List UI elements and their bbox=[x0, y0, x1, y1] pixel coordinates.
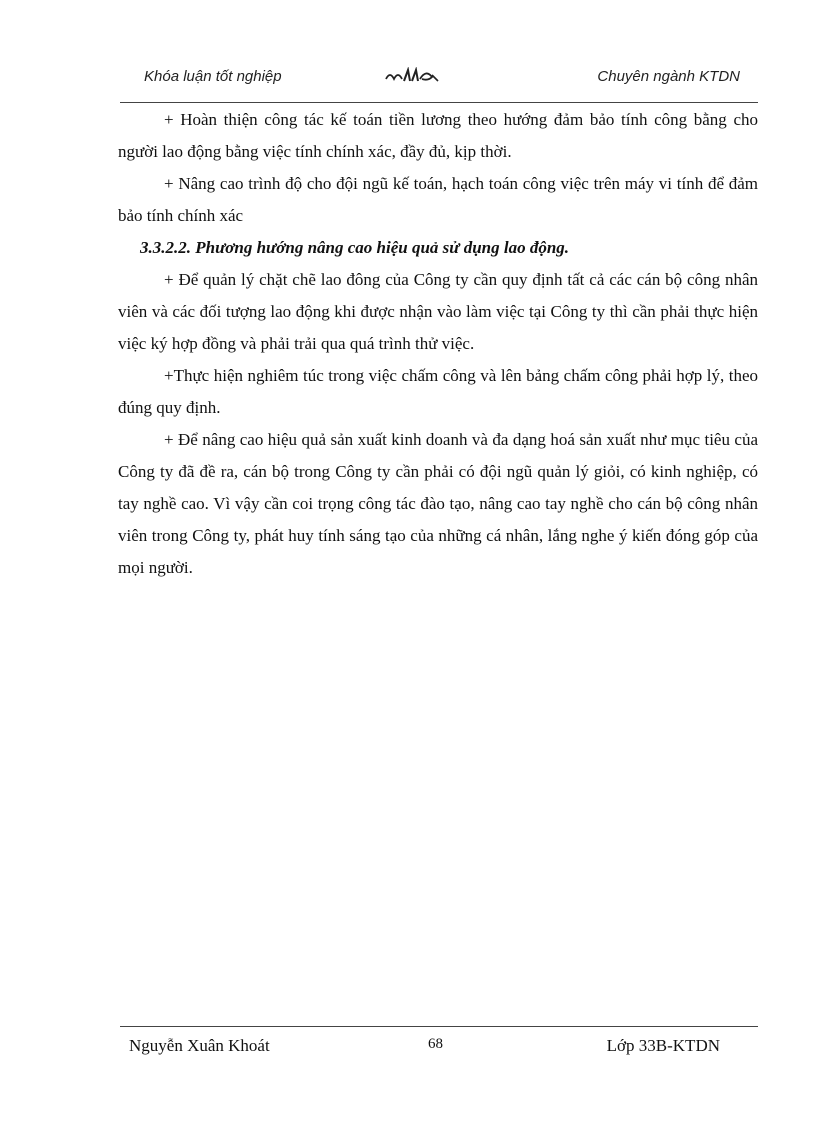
paragraph: +Thực hiện nghiêm túc trong việc chấm công và lên bảng chấm công phải hợp lý, theo đúng quy định. bbox=[118, 366, 758, 417]
footer-class: Lớp 33B-KTDN bbox=[606, 1036, 720, 1055]
paragraph: + Để nâng cao hiệu quả sản xuất kinh doanh và đa dạng hoá sản xuất như mục tiêu của Công ty đã đề ra, cán bộ trong Công ty cần phải có đội ngũ quản lý giỏi, có kinh nghiệp, có tay nghề cao. Vì vậy cần coi trọng công tác đào tạo, nâng cao tay nghề cho cán bộ công nhân viên trong Công ty, phát huy tính sáng tạo của những cá nhân, lắng nghe ý kiến đóng góp của mọi người. bbox=[118, 430, 758, 577]
page-footer bbox=[120, 1034, 758, 1060]
paragraph: + Nâng cao trình độ cho đội ngũ kế toán, hạch toán công việc trên máy vi tính để đảm bảo tính chính xác bbox=[118, 174, 758, 225]
paragraph: + Hoàn thiện công tác kế toán tiền lương theo hướng đảm bảo tính công bằng cho người lao động bằng việc tính chính xác, đầy đủ, kịp thời. bbox=[118, 110, 758, 161]
document-body bbox=[118, 104, 758, 584]
paragraph: + Để quản lý chặt chẽ lao đông của Công ty cần quy định tất cả các cán bộ công nhân viên và các đối tượng lao động khi được nhận vào làm việc tại Công ty thì cần phải thực hiện việc ký hợp đồng và phải trải qua quá trình thử việc. bbox=[118, 270, 758, 353]
footer-author: Nguyễn Xuân Khoát bbox=[129, 1036, 270, 1055]
page-header bbox=[120, 64, 758, 94]
header-divider bbox=[120, 102, 758, 103]
header-left-text: Khóa luận tốt nghiệp bbox=[144, 68, 282, 85]
footer-divider bbox=[120, 1026, 758, 1027]
header-right-text: Chuyên ngành KTDN bbox=[597, 68, 740, 85]
ornament-icon bbox=[382, 67, 442, 85]
section-heading: 3.3.2.2. Phương hướng nâng cao hiệu quả sử dụng lao động. bbox=[140, 238, 570, 257]
page-number: 68 bbox=[428, 1036, 443, 1052]
